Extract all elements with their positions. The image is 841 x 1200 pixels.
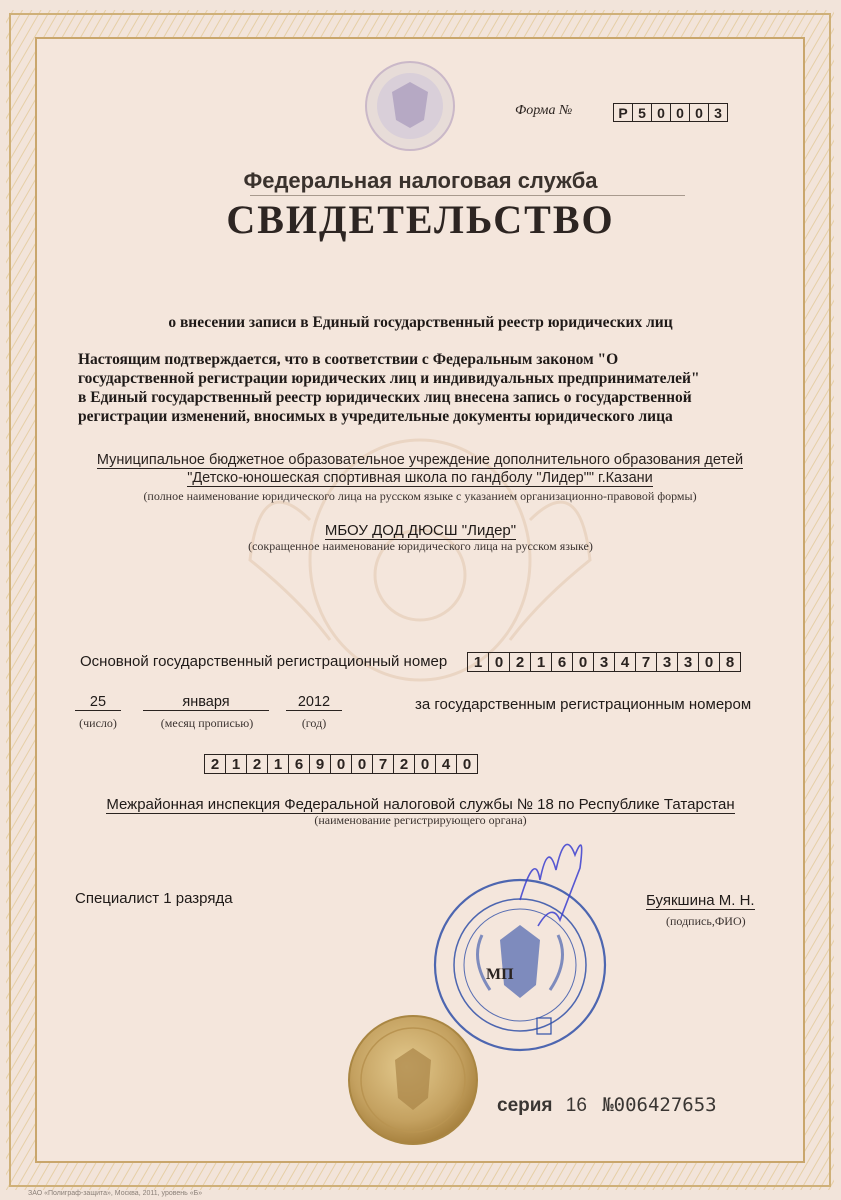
ogrn-cell: 1 [467, 652, 489, 672]
short-name-note: (сокращенное наименование юридического лица на русском языке) [248, 539, 593, 553]
date-day-note: (число) [79, 716, 117, 730]
organization-full-name [60, 451, 780, 505]
ogrn-cell: 0 [572, 652, 594, 672]
document-subtitle: о внесении записи в Единый государственный реестр юридических лиц [168, 314, 673, 331]
grn-cell: 0 [414, 754, 436, 774]
ogrn-label: Основной государственный регистрационный номер [80, 653, 448, 670]
grn-cell: 2 [246, 754, 268, 774]
full-name-line: "Детско-юношеская спортивная школа по гандболу "Лидер"" г.Казани [187, 470, 653, 486]
date-year-note: (год) [301, 716, 327, 730]
organization-short-name [0, 522, 841, 554]
confirmation-text [78, 350, 768, 426]
ogrn-cell: 1 [530, 652, 552, 672]
grn-cell: 1 [225, 754, 247, 774]
grn-cell: 0 [351, 754, 373, 774]
grn-cell: 7 [372, 754, 394, 774]
form-cell: 0 [689, 103, 709, 122]
gold-seal [349, 1016, 477, 1144]
seal-place-label: МП [486, 966, 514, 983]
grn-cell: 0 [330, 754, 352, 774]
ogrn-cell: 3 [593, 652, 615, 672]
signer-note: (подпись,ФИО) [666, 914, 746, 928]
short-name-value: МБОУ ДОД ДЮСШ "Лидер" [324, 522, 517, 539]
date-year: 2012 [286, 694, 342, 711]
grn-cell: 9 [309, 754, 331, 774]
ogrn-cell: 0 [698, 652, 720, 672]
hologram-emblem [366, 62, 454, 150]
series-number: №006427653 [602, 1094, 717, 1116]
form-label: Форма № [515, 103, 573, 118]
ogrn-cells [468, 652, 741, 672]
grn-cell: 1 [267, 754, 289, 774]
form-cell: 0 [670, 103, 690, 122]
grn-label: за государственным регистрационным номером [415, 696, 752, 713]
ogrn-cell: 8 [719, 652, 741, 672]
grn-cell: 6 [288, 754, 310, 774]
grn-cell: 2 [204, 754, 226, 774]
body-line: Настоящим подтверждается, что в соответствии с Федеральным законом "О [78, 351, 619, 368]
date-month: января [143, 694, 269, 711]
form-cell: 5 [632, 103, 652, 122]
ogrn-cell: 6 [551, 652, 573, 672]
signer-position: Специалист 1 разряда [75, 890, 233, 907]
agency-name: Федеральная налоговая служба [243, 168, 598, 193]
grn-cell: 4 [435, 754, 457, 774]
body-line: государственной регистрации юридических лиц и индивидуальных предпринимателей" [78, 370, 700, 387]
series-value: 16 [565, 1095, 587, 1116]
ogrn-cell: 2 [509, 652, 531, 672]
series-line [497, 1094, 717, 1117]
body-line: регистрации изменений, вносимых в учредительные документы юридического лица [78, 408, 673, 425]
form-number-cells [614, 103, 728, 122]
full-name-line: Муниципальное бюджетное образовательное учреждение дополнительного образования детей [96, 452, 744, 468]
printer-footer: ЗАО «Полиграф-защита», Москва, 2011, уровень «Б» [28, 1190, 203, 1197]
ogrn-cell: 3 [656, 652, 678, 672]
form-cell: 3 [708, 103, 728, 122]
registering-authority [0, 796, 841, 828]
form-cell: Р [613, 103, 633, 122]
ogrn-cell: 4 [614, 652, 636, 672]
ogrn-cell: 0 [488, 652, 510, 672]
signer-fio: Буякшина М. Н. [646, 892, 755, 909]
full-name-note: (полное наименование юридического лица на русском языке с указанием организационно-правовой формы) [143, 489, 697, 503]
series-label: серия [497, 1095, 553, 1116]
grn-cell: 2 [393, 754, 415, 774]
body-line: в Единый государственный реестр юридических лиц внесена запись о государственной [78, 389, 692, 406]
form-cell: 0 [651, 103, 671, 122]
authority-name: Межрайонная инспекция Федеральной налоговой службы № 18 по Республике Татарстан [106, 796, 735, 813]
grn-cell: 0 [456, 754, 478, 774]
grn-cells [205, 754, 478, 774]
document-title: СВИДЕТЕЛЬСТВО [226, 197, 615, 242]
date-month-note: (месяц прописью) [160, 716, 254, 730]
authority-note: (наименование регистрирующего органа) [314, 813, 527, 827]
ogrn-cell: 7 [635, 652, 657, 672]
date-day: 25 [75, 694, 121, 711]
ogrn-cell: 3 [677, 652, 699, 672]
